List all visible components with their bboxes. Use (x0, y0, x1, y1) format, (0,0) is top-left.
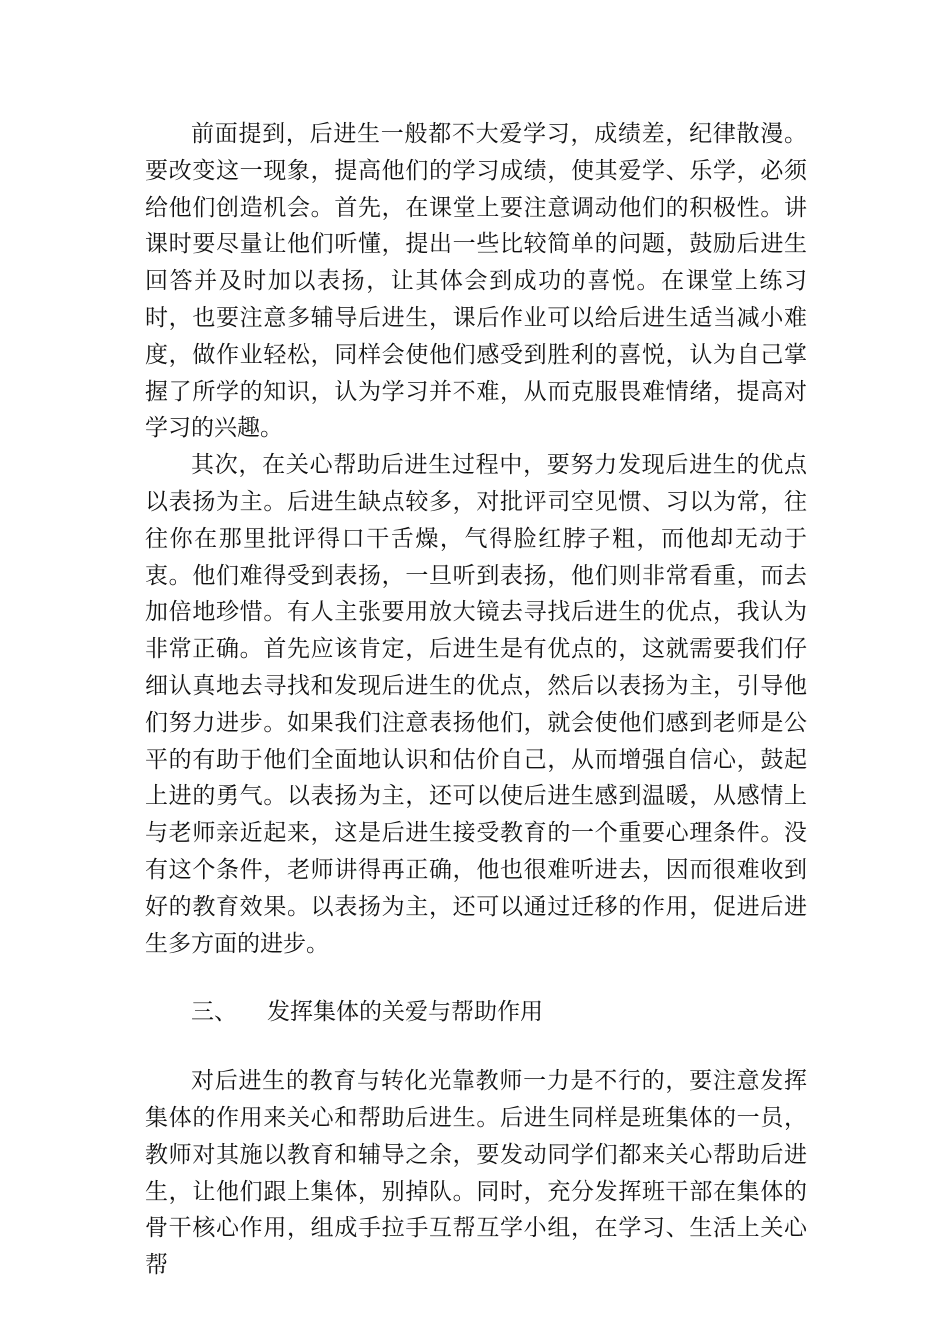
section-number: 三、 (191, 999, 237, 1026)
section-heading (145, 994, 807, 1031)
paragraph-1: 前面提到，后进生一般都不大爱学习，成绩差，纪律散漫。要改变这一现象，提高他们的学习成绩，使其爱学、乐学，必须给他们创造机会。首先，在课堂上要注意调动他们的积极性。讲课时要尽量让他们听懂，提出一些比较简单的问题，鼓励后进生回答并及时加以表扬，让其体会到成功的喜悦。在课堂上练习时，也要注意多辅导后进生，课后作业可以给后进生适当减小难度，做作业轻松，同样会使他们感受到胜利的喜悦，认为自己掌握了所学的知识，认为学习并不难，从而克服畏难情绪，提高对学习的兴趣。 (145, 121, 807, 442)
paragraph-3: 对后进生的教育与转化光靠教师一力是不行的，要注意发挥集体的作用来关心和帮助后进生。后进生同样是班集体的一员，教师对其施以教育和辅导之余，要发动同学们都来关心帮助后进生，让他们跟上集体，别掉队。同时，充分发挥班干部在集体的骨干核心作用，组成手拉手互帮互学小组，在学习、生活上关心帮 (145, 1068, 807, 1279)
section-title: 发挥集体的关爱与帮助作用 (267, 999, 543, 1026)
paragraph-2: 其次，在关心帮助后进生过程中，要努力发现后进生的优点以表扬为主。后进生缺点较多，对批评司空见惯、习以为常，往往你在那里批评得口干舌燥，气得脸红脖子粗，而他却无动于衷。他们难得受到表扬，一旦听到表扬，他们则非常看重，而去加倍地珍惜。有人主张要用放大镜去寻找后进生的优点，我认为非常正确。首先应该肯定，后进生是有优点的，这就需要我们仔细认真地去寻找和发现后进生的优点，然后以表扬为主，引导他们努力进步。如果我们注意表扬他们，就会使他们感到老师是公平的有助于他们全面地认识和估价自己，从而增强自信心，鼓起上进的勇气。以表扬为主，还可以使后进生感到温暖，从感情上与老师亲近起来，这是后进生接受教育的一个重要心理条件。没有这个条件，老师讲得再正确，他也很难听进去，因而很难收到好的教育效果。以表扬为主，还可以通过迁移的作用，促进后进生多方面的进步。 (145, 452, 807, 957)
document-body (145, 116, 807, 1284)
